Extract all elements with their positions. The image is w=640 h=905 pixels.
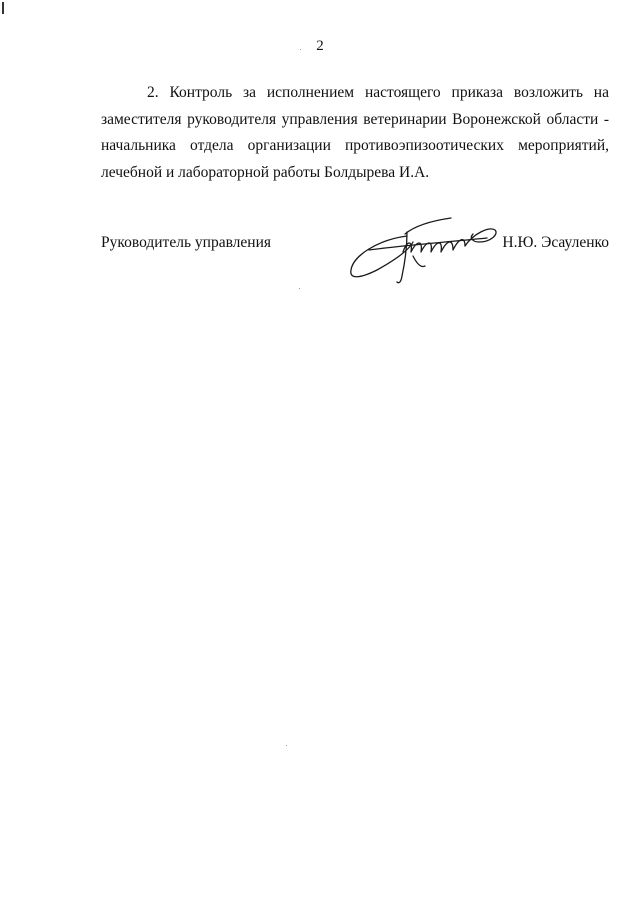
signature-block (101, 234, 609, 294)
scan-speck (299, 288, 300, 289)
scan-corner-mark (2, 2, 4, 14)
handwritten-signature (347, 216, 499, 286)
body-paragraph: 2. Контроль за исполнением настоящего приказа возложить на заместителя руководителя управления ветеринарии Воронежской области - начальника отдела организации противоэпизоотических мероприятий, лечебной и лабораторной работы Болдырева И.А. (101, 84, 609, 182)
scan-speck (286, 745, 287, 746)
signer-name: Н.Ю. Эсауленко (502, 234, 609, 251)
scan-speck (300, 49, 301, 50)
page-number: 2 (316, 38, 324, 54)
signer-title: Руководитель управления (101, 234, 272, 251)
